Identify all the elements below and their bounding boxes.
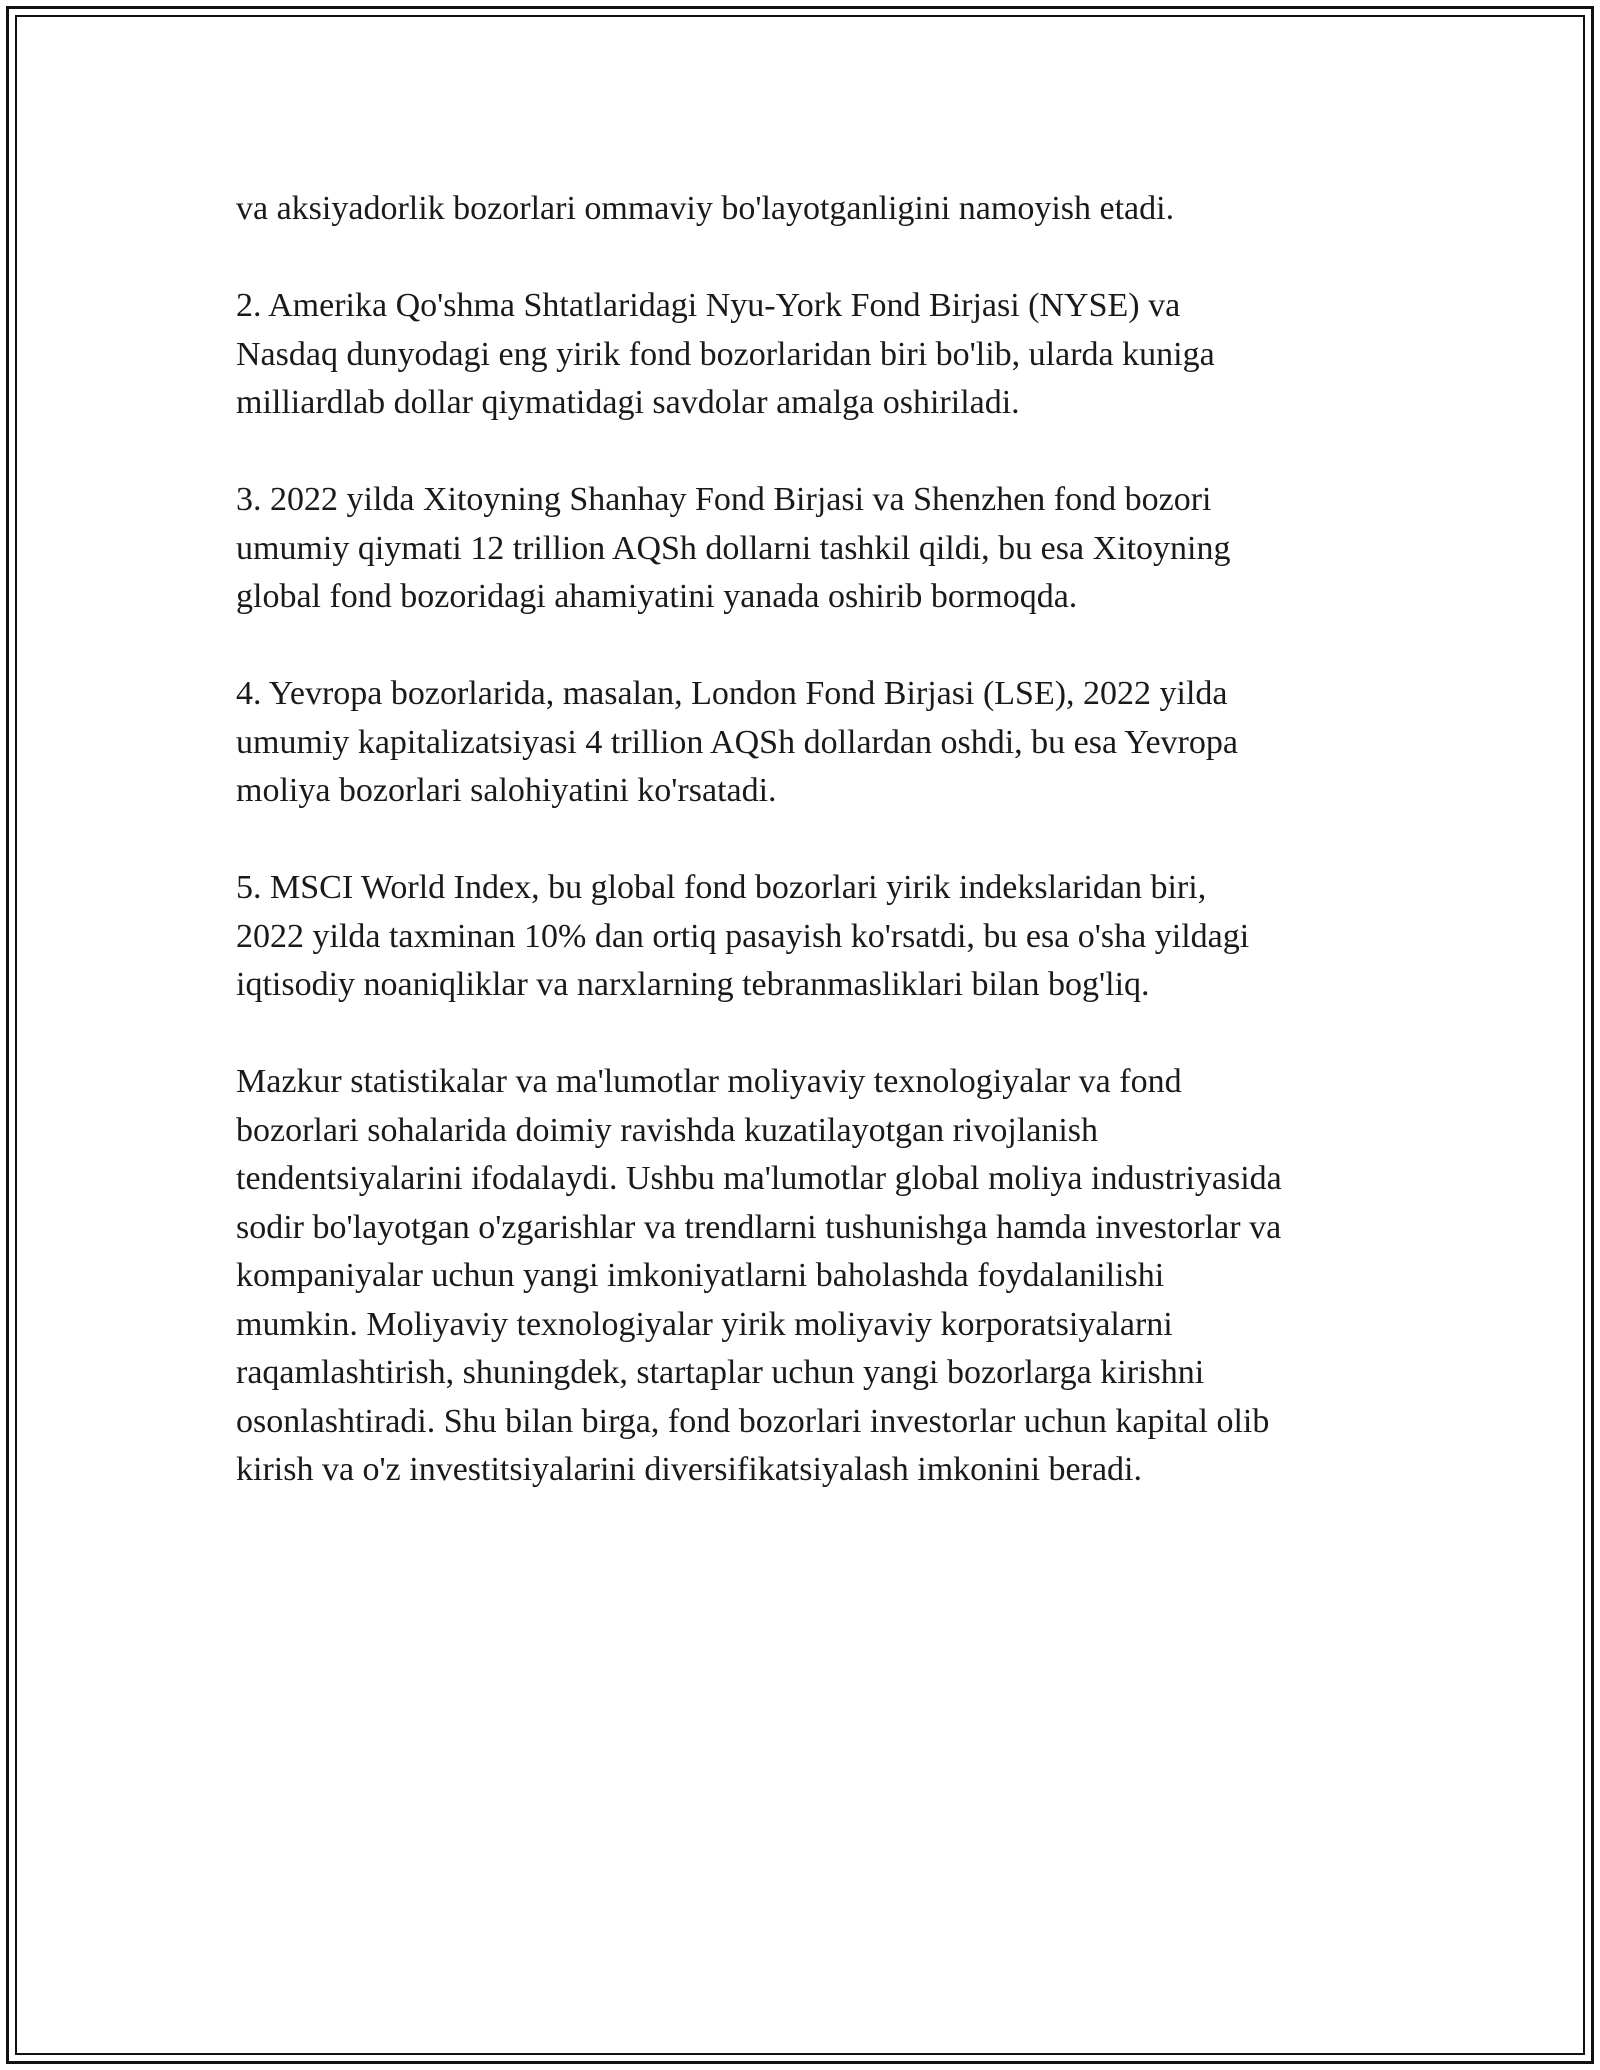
text-line: va aksiyadorlik bozorlari ommaviy bo'layotganligini namoyish etadi. — [236, 190, 1175, 227]
text-line: 5. MSCI World Index, bu global fond bozorlari yirik indekslaridan biri, — [236, 869, 1207, 906]
text-line: kirish va o'z investitsiyalarini diversifikatsiyalash imkonini beradi. — [236, 1451, 1142, 1488]
text-line: 2. Amerika Qo'shma Shtatlaridagi Nyu-York Fond Birjasi (NYSE) va — [236, 287, 1181, 324]
text-line: 3. 2022 yilda Xitoyning Shanhay Fond Birjasi va Shenzhen fond bozori — [236, 481, 1212, 518]
text-line: Nasdaq dunyodagi eng yirik fond bozorlaridan biri bo'lib, ularda kuniga — [236, 335, 1215, 373]
paragraph-item-3 — [236, 476, 1376, 622]
text-line: moliya bozorlari salohiyatini ko'rsatadi. — [236, 772, 777, 809]
text-line: milliardlab dollar qiymatidagi savdolar amalga oshiriladi. — [236, 384, 1020, 421]
paragraph-item-4 — [236, 670, 1376, 816]
paragraph-intro-continuation — [236, 185, 1376, 234]
document-body — [236, 185, 1376, 1495]
paragraph-item-2 — [236, 282, 1376, 428]
paragraph-conclusion — [236, 1058, 1376, 1495]
text-line: osonlashtiradi. Shu bilan birga, fond bozorlari investorlar uchun kapital olib — [236, 1402, 1270, 1440]
text-line: mumkin. Moliyaviy texnologiyalar yirik moliyaviy korporatsiyalarni — [236, 1305, 1173, 1343]
text-line: raqamlashtirish, shuningdek, startaplar uchun yangi bozorlarga kirishni — [236, 1354, 1205, 1391]
text-line: umumiy qiymati 12 trillion AQSh dollarni tashkil qildi, bu esa Xitoyning — [236, 529, 1231, 567]
text-line: 4. Yevropa bozorlarida, masalan, London Fond Birjasi (LSE), 2022 yilda — [236, 675, 1228, 712]
text-line: global fond bozoridagi ahamiyatini yanada oshirib bormoqda. — [236, 578, 1078, 615]
text-line: iqtisodiy noaniqliklar va narxlarning tebranmasliklari bilan bog'liq. — [236, 966, 1150, 1003]
text-line: sodir bo'layotgan o'zgarishlar va trendlarni tushunishga hamda investorlar va — [236, 1208, 1282, 1246]
text-line: tendentsiyalarini ifodalaydi. Ushbu ma'lumotlar global moliya industriyasida — [236, 1160, 1282, 1197]
text-line: Mazkur statistikalar va ma'lumotlar moliyaviy texnologiyalar va fond — [236, 1063, 1182, 1100]
text-line: bozorlari sohalarida doimiy ravishda kuzatilayotgan rivojlanish — [236, 1111, 1099, 1149]
text-line: umumiy kapitalizatsiyasi 4 trillion AQSh dollardan oshdi, bu esa Yevropa — [236, 723, 1238, 761]
text-line: 2022 yilda taxminan 10% dan ortiq pasayish ko'rsatdi, bu esa o'sha yildagi — [236, 917, 1250, 955]
text-line: kompaniyalar uchun yangi imkoniyatlarni baholashda foydalanilishi — [236, 1257, 1165, 1294]
paragraph-item-5 — [236, 864, 1376, 1010]
